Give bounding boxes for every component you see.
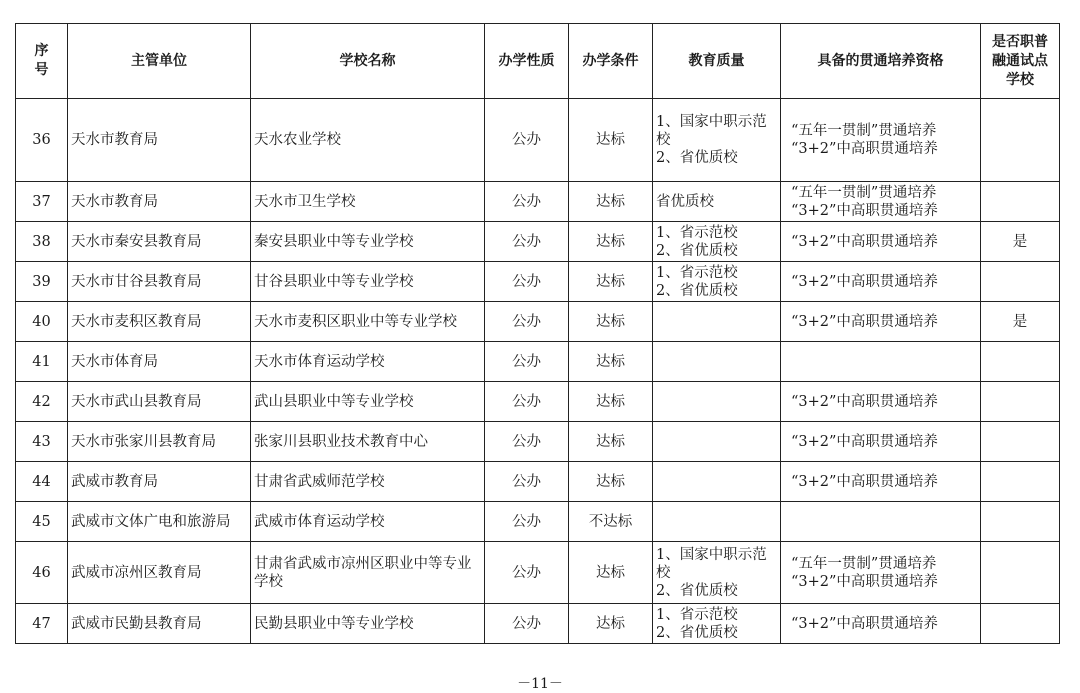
cell-school: 天水市麦积区职业中等专业学校	[251, 302, 485, 342]
cell-quality: 1、国家中职示范校 2、省优质校	[653, 99, 781, 182]
cell-school: 秦安县职业中等专业学校	[251, 222, 485, 262]
cell-seq: 41	[16, 342, 68, 382]
cell-quality: 1、省示范校 2、省优质校	[653, 262, 781, 302]
cell-dept: 武威市民勤县教育局	[68, 604, 251, 644]
cell-condition: 达标	[569, 262, 653, 302]
cell-seq: 36	[16, 99, 68, 182]
cell-quality	[653, 462, 781, 502]
cell-condition: 达标	[569, 382, 653, 422]
table-row	[16, 604, 1060, 644]
header-nature: 办学性质	[485, 24, 569, 99]
cell-qualification: “3+2”中高职贯通培养	[781, 422, 981, 462]
cell-condition: 达标	[569, 604, 653, 644]
table-row	[16, 542, 1060, 604]
cell-pilot	[981, 99, 1060, 182]
table-row	[16, 222, 1060, 262]
cell-pilot	[981, 502, 1060, 542]
cell-dept: 武威市凉州区教育局	[68, 542, 251, 604]
cell-seq: 38	[16, 222, 68, 262]
cell-school: 张家川县职业技术教育中心	[251, 422, 485, 462]
cell-qualification: “3+2”中高职贯通培养	[781, 262, 981, 302]
cell-condition: 达标	[569, 342, 653, 382]
cell-nature: 公办	[485, 182, 569, 222]
table-row	[16, 302, 1060, 342]
cell-dept: 天水市甘谷县教育局	[68, 262, 251, 302]
cell-pilot: 是	[981, 302, 1060, 342]
cell-nature: 公办	[485, 604, 569, 644]
cell-school: 甘肃省武威师范学校	[251, 462, 485, 502]
header-row	[16, 24, 1060, 99]
header-pilot: 是否职普 融通试点 学校	[981, 24, 1060, 99]
header-dept: 主管单位	[68, 24, 251, 99]
cell-pilot: 是	[981, 222, 1060, 262]
cell-condition: 不达标	[569, 502, 653, 542]
cell-school: 天水农业学校	[251, 99, 485, 182]
cell-condition: 达标	[569, 422, 653, 462]
table-row	[16, 382, 1060, 422]
cell-seq: 45	[16, 502, 68, 542]
header-school: 学校名称	[251, 24, 485, 99]
cell-school: 武山县职业中等专业学校	[251, 382, 485, 422]
cell-nature: 公办	[485, 502, 569, 542]
cell-seq: 37	[16, 182, 68, 222]
cell-pilot	[981, 382, 1060, 422]
cell-dept: 武威市教育局	[68, 462, 251, 502]
cell-qualification: “五年一贯制”贯通培养 “3+2”中高职贯通培养	[781, 99, 981, 182]
cell-dept: 天水市武山县教育局	[68, 382, 251, 422]
cell-nature: 公办	[485, 262, 569, 302]
cell-quality: 1、省示范校 2、省优质校	[653, 222, 781, 262]
cell-school: 民勤县职业中等专业学校	[251, 604, 485, 644]
header-qualification: 具备的贯通培养资格	[781, 24, 981, 99]
cell-nature: 公办	[485, 542, 569, 604]
cell-pilot	[981, 342, 1060, 382]
cell-dept: 天水市体育局	[68, 342, 251, 382]
cell-qualification: “3+2”中高职贯通培养	[781, 382, 981, 422]
header-condition: 办学条件	[569, 24, 653, 99]
cell-qualification: “3+2”中高职贯通培养	[781, 302, 981, 342]
cell-quality: 1、国家中职示范校 2、省优质校	[653, 542, 781, 604]
cell-nature: 公办	[485, 422, 569, 462]
cell-qualification: “3+2”中高职贯通培养	[781, 222, 981, 262]
cell-dept: 天水市张家川县教育局	[68, 422, 251, 462]
cell-condition: 达标	[569, 542, 653, 604]
cell-school: 甘肃省武威市凉州区职业中等专业学校	[251, 542, 485, 604]
header-seq: 序 号	[16, 24, 68, 99]
cell-nature: 公办	[485, 222, 569, 262]
cell-nature: 公办	[485, 302, 569, 342]
cell-nature: 公办	[485, 342, 569, 382]
cell-qualification: “五年一贯制”贯通培养 “3+2”中高职贯通培养	[781, 542, 981, 604]
cell-pilot	[981, 542, 1060, 604]
cell-pilot	[981, 604, 1060, 644]
cell-seq: 44	[16, 462, 68, 502]
cell-quality	[653, 382, 781, 422]
cell-school: 天水市卫生学校	[251, 182, 485, 222]
cell-pilot	[981, 182, 1060, 222]
cell-quality: 省优质校	[653, 182, 781, 222]
cell-condition: 达标	[569, 302, 653, 342]
cell-pilot	[981, 422, 1060, 462]
cell-seq: 43	[16, 422, 68, 462]
cell-seq: 40	[16, 302, 68, 342]
cell-quality	[653, 302, 781, 342]
cell-school: 武威市体育运动学校	[251, 502, 485, 542]
cell-dept: 武威市文体广电和旅游局	[68, 502, 251, 542]
cell-seq: 47	[16, 604, 68, 644]
table-row	[16, 422, 1060, 462]
cell-seq: 39	[16, 262, 68, 302]
cell-qualification	[781, 342, 981, 382]
cell-dept: 天水市教育局	[68, 99, 251, 182]
cell-qualification: “3+2”中高职贯通培养	[781, 604, 981, 644]
table-body	[16, 99, 1060, 644]
school-table	[15, 23, 1060, 644]
cell-school: 甘谷县职业中等专业学校	[251, 262, 485, 302]
cell-quality: 1、省示范校 2、省优质校	[653, 604, 781, 644]
cell-pilot	[981, 262, 1060, 302]
cell-seq: 42	[16, 382, 68, 422]
cell-pilot	[981, 462, 1060, 502]
cell-seq: 46	[16, 542, 68, 604]
cell-qualification	[781, 502, 981, 542]
cell-qualification: “五年一贯制”贯通培养 “3+2”中高职贯通培养	[781, 182, 981, 222]
cell-dept: 天水市教育局	[68, 182, 251, 222]
cell-nature: 公办	[485, 382, 569, 422]
header-quality: 教育质量	[653, 24, 781, 99]
cell-condition: 达标	[569, 182, 653, 222]
cell-school: 天水市体育运动学校	[251, 342, 485, 382]
table-row	[16, 182, 1060, 222]
table-row	[16, 262, 1060, 302]
table-row	[16, 342, 1060, 382]
cell-quality	[653, 422, 781, 462]
page-number: －11－	[517, 676, 563, 692]
cell-condition: 达标	[569, 99, 653, 182]
cell-dept: 天水市秦安县教育局	[68, 222, 251, 262]
cell-quality	[653, 342, 781, 382]
table-row	[16, 462, 1060, 502]
cell-qualification: “3+2”中高职贯通培养	[781, 462, 981, 502]
table-row	[16, 502, 1060, 542]
cell-nature: 公办	[485, 462, 569, 502]
cell-dept: 天水市麦积区教育局	[68, 302, 251, 342]
cell-condition: 达标	[569, 462, 653, 502]
cell-condition: 达标	[569, 222, 653, 262]
cell-nature: 公办	[485, 99, 569, 182]
table-row	[16, 99, 1060, 182]
cell-quality	[653, 502, 781, 542]
